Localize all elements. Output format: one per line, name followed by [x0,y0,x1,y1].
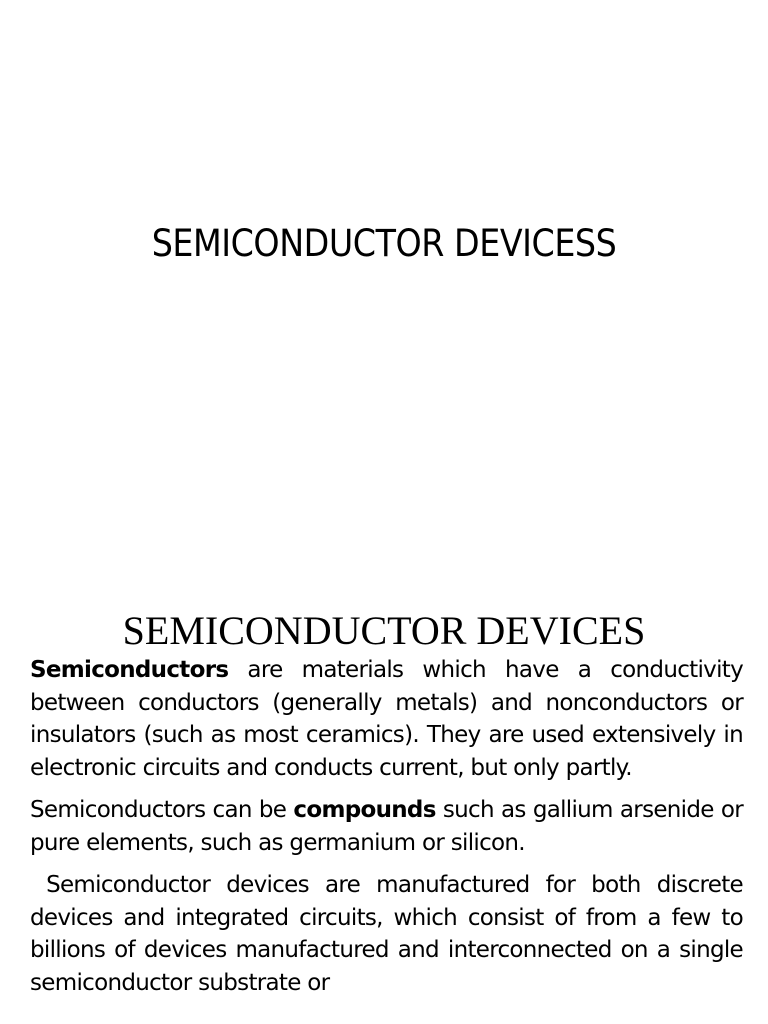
term-semiconductors: Semiconductors [30,657,229,683]
slide-2-title: SEMICONDUCTOR DEVICES [122,608,646,653]
devices-text: Semiconductor devices are manufactured for both discrete devices and integrated circuits, which consist of from a few to billions of devices manufactured and interconnected on a single semiconductor substrate or [30,872,743,996]
term-compounds: compounds [293,797,436,823]
paragraph-definition [30,654,743,784]
compounds-lead-text: Semiconductors can be [30,797,294,823]
definition-text: are materials which have a conductivity between conductors (generally metals) and nonconductors or insulators (such as most ceramics). They are used extensively in electronic circuits and conducts current, but only partly. [30,657,743,781]
paragraph-compounds [30,794,743,859]
compounds-tail-text: such as gallium arsenide or pure elements, such as germanium or silicon. [30,797,743,856]
slide-body [30,654,743,1009]
slide-1-title: SEMICONDUCTOR DEVICESS [151,222,617,265]
slide-content-page [0,606,768,1024]
paragraph-devices [30,869,743,999]
